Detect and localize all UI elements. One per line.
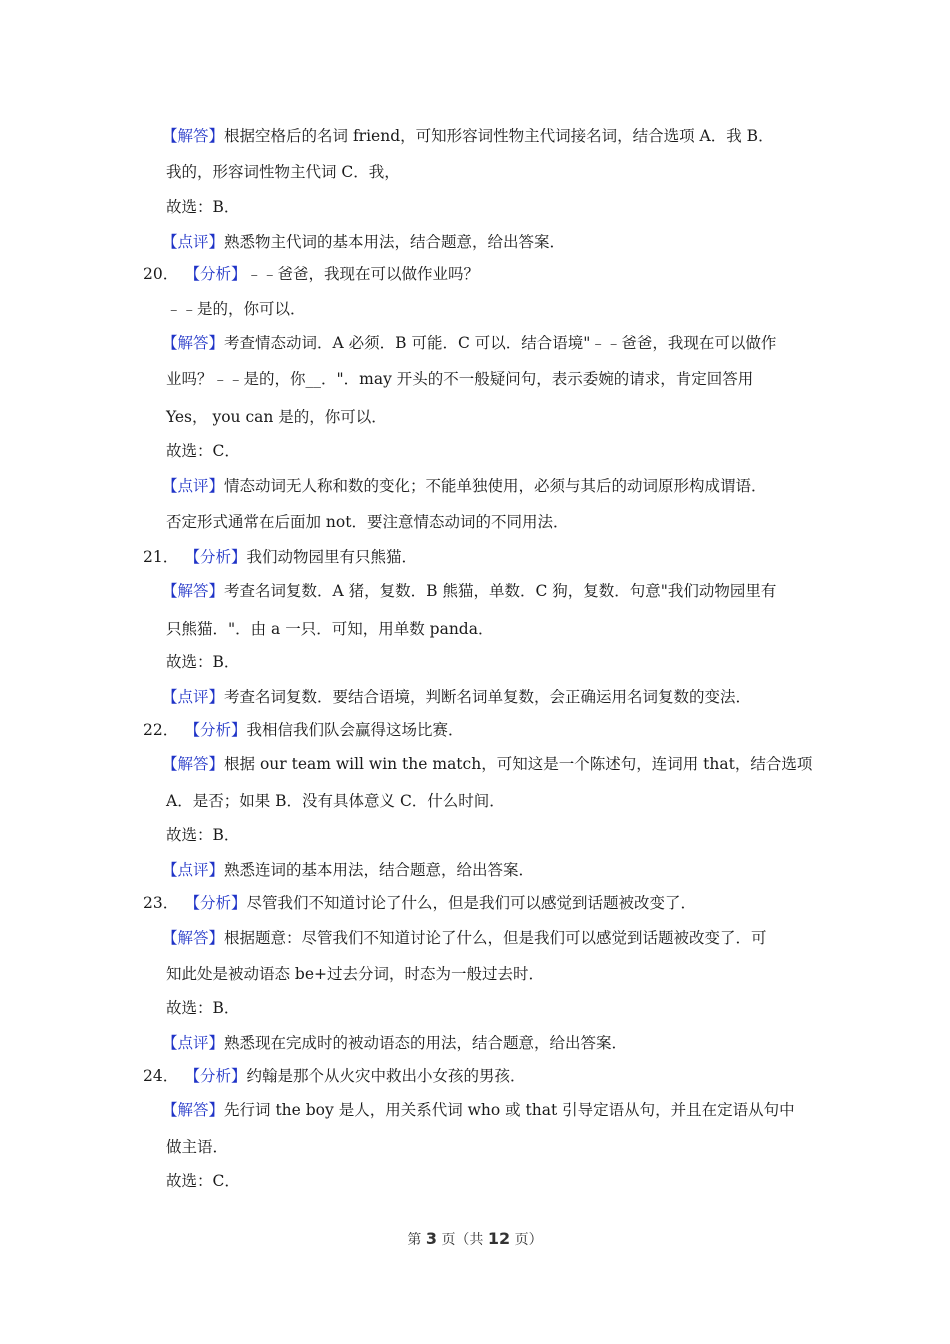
analysis-tag: 【分析】: [192, 894, 247, 912]
text-line: [162, 581, 776, 601]
text-line: [166, 197, 239, 217]
footer-total-pages: 12: [487, 1229, 511, 1248]
question-number: 24．: [143, 1067, 179, 1085]
page-footer: [0, 1229, 950, 1249]
text-line: [166, 825, 239, 845]
comment-tag: 【点评】: [162, 1034, 225, 1052]
question-line: [143, 264, 479, 284]
line-text: 故选：C．: [166, 442, 240, 460]
analysis-tag: 【分析】: [192, 265, 247, 283]
footer-prefix: 第: [407, 1232, 422, 1248]
line-text: 考查名词复数．要结合语境，判断名词单复数，会正确运用名词复数的变法．: [224, 688, 752, 706]
text-line: [166, 369, 753, 389]
text-line: [166, 619, 493, 639]
line-text: 我们动物园里有只熊猫．: [246, 548, 418, 566]
line-text: 考查名词复数．A 猪，复数．B 熊猫，单数．C 狗，复数．句意"我们动物园里有: [224, 582, 777, 600]
line-text: 根据空格后的名词 friend，可知形容词性物主代词接名词，结合选项 A．我 B．: [224, 127, 774, 145]
text-line: [166, 162, 400, 182]
analysis-tag: 【分析】: [192, 548, 247, 566]
comment-tag: 【点评】: [162, 688, 225, 706]
line-text: 只熊猫．"．由 a 一只．可知，用单数 panda．: [166, 620, 494, 638]
question-number: 23．: [143, 894, 179, 912]
line-text: 我相信我们队会赢得这场比赛．: [246, 721, 464, 739]
text-line: [162, 754, 812, 774]
answer-tag: 【解答】: [162, 755, 225, 773]
line-text: 故选：B．: [166, 999, 240, 1017]
line-text: 熟悉现在完成时的被动语态的用法，结合题意，给出答案．: [224, 1034, 628, 1052]
text-line: [166, 791, 505, 811]
line-text: 考查情态动词．A 必须．B 可能．C 可以．结合语境"﹣﹣爸爸，我现在可以做作: [224, 334, 777, 352]
text-line: [162, 126, 774, 146]
text-line: [162, 333, 776, 353]
line-text: 知此处是被动语态 be+过去分词，时态为一般过去时．: [166, 965, 545, 983]
question-line: [143, 893, 696, 913]
question-number: 20．: [143, 265, 179, 283]
question-line: [143, 1066, 526, 1086]
question-number: 21．: [143, 548, 179, 566]
question-line: [143, 720, 464, 740]
comment-tag: 【点评】: [162, 861, 225, 879]
question-line: [143, 547, 417, 567]
comment-tag: 【点评】: [162, 233, 225, 251]
line-text: 根据题意：尽管我们不知道讨论了什么，但是我们可以感觉到话题被改变了．可: [224, 929, 767, 947]
text-line: [166, 998, 239, 1018]
answer-tag: 【解答】: [162, 334, 225, 352]
line-text: ﹣﹣爸爸，我现在可以做作业吗？: [246, 265, 480, 283]
footer-suffix: 页）: [514, 1232, 543, 1248]
text-line: [166, 1171, 240, 1191]
line-text: 根据 our team will win the match，可知这是一个陈述句，连词用 that，结合选项: [224, 755, 813, 773]
answer-tag: 【解答】: [162, 127, 225, 145]
line-text: ﹣﹣是的，你可以．: [166, 300, 306, 318]
question-number: 22．: [143, 721, 179, 739]
line-text: 故选：B．: [166, 826, 240, 844]
text-line: [166, 441, 240, 461]
line-text: 否定形式通常在后面加 not．要注意情态动词的不同用法．: [166, 513, 569, 531]
line-text: 尽管我们不知道讨论了什么，但是我们可以感觉到话题被改变了．: [246, 894, 697, 912]
line-text: 熟悉连词的基本用法，结合题意，给出答案．: [224, 861, 535, 879]
answer-tag: 【解答】: [162, 1101, 225, 1119]
text-line: [162, 687, 751, 707]
line-text: 我的，形容词性物主代词 C．我，: [166, 163, 400, 181]
line-text: 熟悉物主代词的基本用法，结合题意，给出答案．: [224, 233, 566, 251]
text-line: [162, 1033, 627, 1053]
footer-page-number: 3: [425, 1229, 437, 1248]
comment-tag: 【点评】: [162, 477, 225, 495]
line-text: Yes， you can 是的，你可以．: [166, 408, 387, 426]
text-line: [166, 964, 544, 984]
text-line: [162, 928, 767, 948]
text-line: [162, 1100, 795, 1120]
footer-middle: 页（共: [441, 1232, 484, 1248]
text-line: [166, 652, 239, 672]
answer-tag: 【解答】: [162, 929, 225, 947]
analysis-tag: 【分析】: [192, 721, 247, 739]
line-text: 业吗？﹣﹣是的，你__．"．may 开头的不一般疑问句，表示委婉的请求，肯定回答用: [166, 370, 754, 388]
text-line: [166, 299, 306, 319]
text-line: [162, 232, 565, 252]
line-text: A．是否；如果 B．没有具体意义 C．什么时间．: [166, 792, 505, 810]
line-text: 做主语．: [166, 1138, 229, 1156]
line-text: 先行词 the boy 是人，用关系代词 who 或 that 引导定语从句，并且在定语从句中: [224, 1101, 795, 1119]
answer-tag: 【解答】: [162, 582, 225, 600]
text-line: [166, 407, 387, 427]
line-text: 故选：B．: [166, 653, 240, 671]
line-text: 故选：C．: [166, 1172, 240, 1190]
line-text: 故选：B．: [166, 198, 240, 216]
analysis-tag: 【分析】: [192, 1067, 247, 1085]
line-text: 约翰是那个从火灾中救出小女孩的男孩．: [246, 1067, 526, 1085]
text-line: [166, 1137, 228, 1157]
text-line: [166, 512, 568, 532]
text-line: [162, 476, 767, 496]
text-line: [162, 860, 534, 880]
line-text: 情态动词无人称和数的变化；不能单独使用，必须与其后的动词原形构成谓语．: [224, 477, 767, 495]
